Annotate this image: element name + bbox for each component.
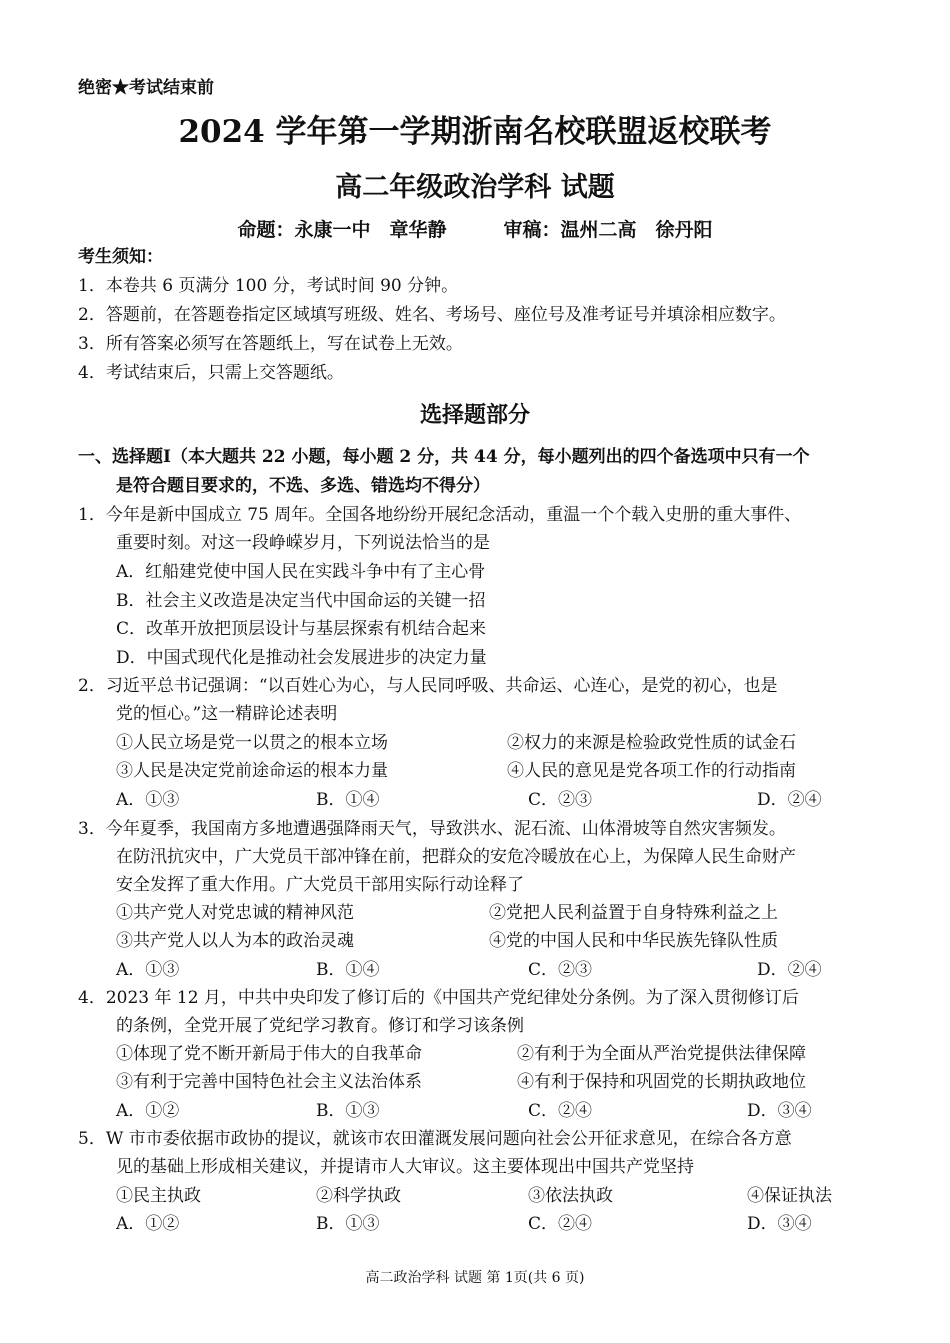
section-title: 选择题部分 bbox=[419, 402, 530, 428]
question-4-choice-d: D．③④ bbox=[747, 1101, 812, 1121]
question-5-choice-c: C．②④ bbox=[528, 1214, 593, 1234]
note-item: 4．考试结束后，只需上交答题纸。 bbox=[78, 363, 344, 383]
question-2-choice-c: C．②③ bbox=[528, 790, 593, 810]
question-4-choice-b: B．①③ bbox=[316, 1101, 380, 1121]
question-4-choice-a: A．①② bbox=[116, 1101, 180, 1121]
question-5-stem-cont: 见的基础上形成相关建议，并提请市人大审议。这主要体现出中国共产党坚持 bbox=[116, 1157, 694, 1177]
question-2-choice-b: B．①④ bbox=[316, 790, 380, 810]
question-2-statement-1: ①人民立场是党一以贯之的根本立场 bbox=[116, 733, 388, 753]
question-4-stem-cont: 的条例，全党开展了党纪学习教育。修订和学习该条例 bbox=[116, 1016, 524, 1036]
question-1-stem-cont: 重要时刻。对这一段峥嵘岁月，下列说法恰当的是 bbox=[116, 533, 490, 553]
question-2-choice-a: A．①③ bbox=[116, 790, 180, 810]
question-3-choice-b: B．①④ bbox=[316, 960, 380, 980]
note-item: 3．所有答案必须写在答题纸上，写在试卷上无效。 bbox=[78, 334, 463, 354]
note-item: 1．本卷共 6 页满分 100 分，考试时间 90 分钟。 bbox=[78, 276, 459, 296]
note-item: 2．答题前，在答题卷指定区域填写班级、姓名、考场号、座位号及准考证号并填涂相应数字。 bbox=[78, 305, 786, 325]
question-1-option-c: C．改革开放把顶层设计与基层探索有机结合起来 bbox=[116, 619, 487, 639]
question-4-statement-3: ③有利于完善中国特色社会主义法治体系 bbox=[116, 1072, 422, 1092]
question-5-choice-d: D．③④ bbox=[747, 1214, 812, 1234]
question-2-choice-d: D．②④ bbox=[757, 790, 822, 810]
question-5-statement-3: ③依法执政 bbox=[528, 1186, 613, 1206]
question-2-statement-4: ④人民的意见是党各项工作的行动指南 bbox=[507, 761, 796, 781]
question-2-stem: 2．习近平总书记强调：“以百姓心为心，与人民同呼吸、共命运、心连心，是党的初心，也是 bbox=[78, 676, 778, 696]
question-5-stem: 5．W 市市委依据市政协的提议，就该市农田灌溉发展问题向社会公开征求意见，在综合各方意 bbox=[78, 1129, 792, 1149]
question-5-choice-a: A．①② bbox=[116, 1214, 180, 1234]
question-3-statement-3: ③共产党人以人为本的政治灵魂 bbox=[116, 931, 354, 951]
question-4-stem: 4．2023 年 12 月，中共中央印发了修订后的《中国共产党纪律处分条例。为了深入贯彻修订后 bbox=[78, 988, 799, 1008]
question-4-statement-1: ①体现了党不断开新局于伟大的自我革命 bbox=[116, 1044, 422, 1064]
question-5-statement-1: ①民主执政 bbox=[116, 1186, 201, 1206]
question-1-option-a: A．红船建党使中国人民在实践斗争中有了主心骨 bbox=[116, 562, 486, 582]
question-3-choice-c: C．②③ bbox=[528, 960, 593, 980]
question-1-stem: 1．今年是新中国成立 75 周年。全国各地纷纷开展纪念活动，重温一个个载入史册的重大事件、 bbox=[78, 505, 802, 525]
question-5-choice-b: B．①③ bbox=[316, 1214, 380, 1234]
authors-line: 命题：永康一中 章华静 审稿：温州二高 徐丹阳 bbox=[237, 219, 713, 241]
question-1-option-d: D．中国式现代化是推动社会发展进步的决定力量 bbox=[116, 648, 487, 668]
part-instructions-cont: 是符合题目要求的，不选、多选、错选均不得分） bbox=[116, 476, 490, 496]
question-3-choice-d: D．②④ bbox=[757, 960, 822, 980]
question-2-statement-3: ③人民是决定党前途命运的根本力量 bbox=[116, 761, 388, 781]
question-3-statement-1: ①共产党人对党忠诚的精神风范 bbox=[116, 903, 354, 923]
confidential-label: 绝密★考试结束前 bbox=[78, 78, 214, 98]
question-4-statement-4: ④有利于保持和巩固党的长期执政地位 bbox=[517, 1072, 806, 1092]
notes-heading: 考生须知： bbox=[78, 247, 163, 267]
question-3-stem-cont: 安全发挥了重大作用。广大党员干部用实际行动诠释了 bbox=[116, 875, 524, 895]
question-1-option-b: B．社会主义改造是决定当代中国命运的关键一招 bbox=[116, 591, 486, 611]
exam-title: 2024 学年第一学期浙南名校联盟返校联考 bbox=[178, 114, 772, 150]
question-5-statement-2: ②科学执政 bbox=[316, 1186, 401, 1206]
part-instructions: 一、选择题Ⅰ（本大题共 22 小题，每小题 2 分，共 44 分，每小题列出的四个备选项中只有一个 bbox=[78, 447, 810, 467]
question-5-statement-4: ④保证执法 bbox=[747, 1186, 832, 1206]
question-2-stem-cont: 党的恒心。”这一精辟论述表明 bbox=[116, 704, 338, 724]
question-3-statement-2: ②党把人民利益置于自身特殊利益之上 bbox=[489, 903, 778, 923]
question-2-statement-2: ②权力的来源是检验政党性质的试金石 bbox=[507, 733, 796, 753]
question-3-stem: 3．今年夏季，我国南方多地遭遇强降雨天气，导致洪水、泥石流、山体滑坡等自然灾害频发。 bbox=[78, 819, 786, 839]
exam-subtitle: 高二年级政治学科 试题 bbox=[335, 172, 615, 203]
question-3-choice-a: A．①③ bbox=[116, 960, 180, 980]
page-footer: 高二政治学科 试题 第 1页(共 6 页) bbox=[365, 1270, 585, 1286]
question-4-choice-c: C．②④ bbox=[528, 1101, 593, 1121]
question-4-statement-2: ②有利于为全面从严治党提供法律保障 bbox=[517, 1044, 806, 1064]
question-3-statement-4: ④党的中国人民和中华民族先锋队性质 bbox=[489, 931, 778, 951]
question-3-stem-cont: 在防汛抗灾中，广大党员干部冲锋在前，把群众的安危冷暖放在心上，为保障人民生命财产 bbox=[116, 847, 796, 867]
